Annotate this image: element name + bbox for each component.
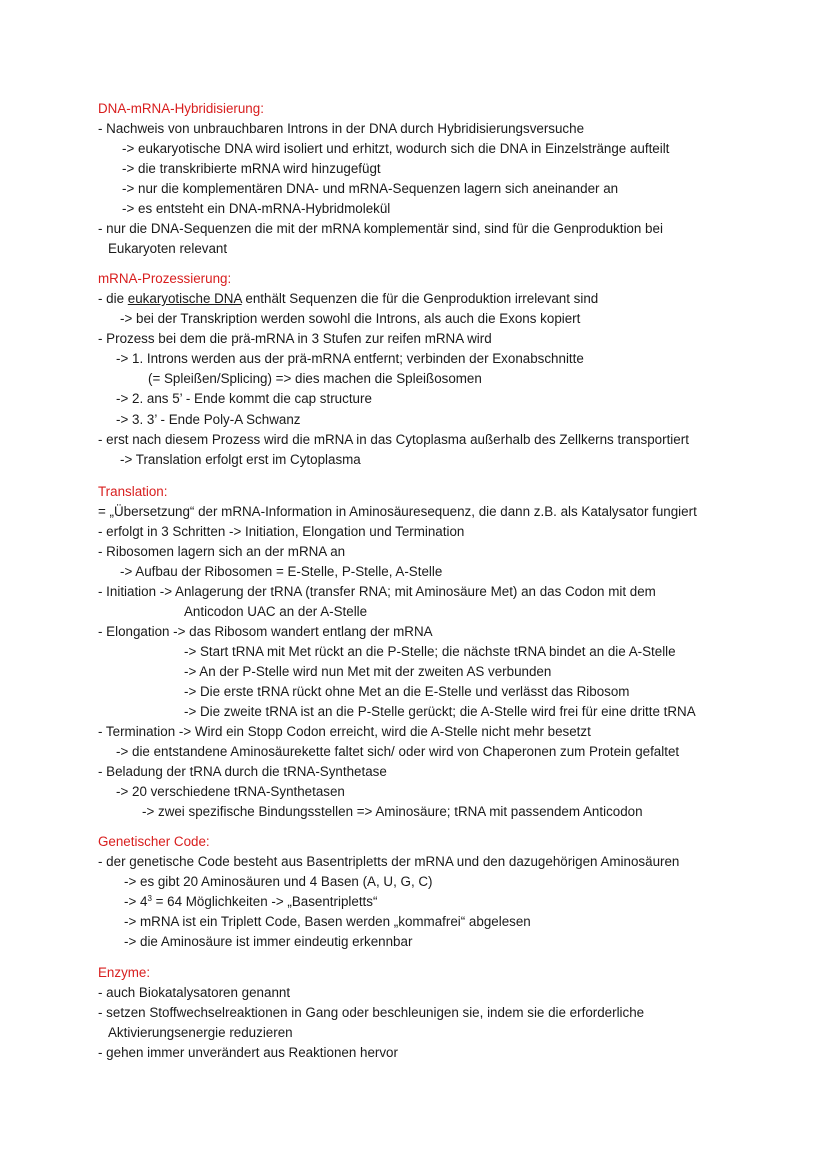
text-line: -> Translation erfolgt erst im Cytoplasma [120,452,361,467]
text-line: - erfolgt in 3 Schritten -> Initiation, Elongation und Termination [98,524,465,539]
text-line: -> 20 verschiedene tRNA-Synthetasen [116,784,345,799]
text-line: - Termination -> Wird ein Stopp Codon erreicht, wird die A-Stelle nicht mehr besetzt [98,724,591,739]
text-line: - auch Biokatalysatoren genannt [98,985,291,1000]
text-line: - Beladung der tRNA durch die tRNA-Synthetase [98,764,387,779]
text-line: -> mRNA ist ein Triplett Code, Basen werden „kommafrei“ abgelesen [124,914,531,929]
text-line: -> nur die komplementären DNA- und mRNA-Sequenzen lagern sich aneinander an [122,181,619,196]
text-line: -> die Aminosäure ist immer eindeutig erkennbar [124,934,413,949]
heading-enzymes: Enzyme: [98,965,151,980]
text-line: -> Die erste tRNA rückt ohne Met an die E-Stelle und verlässt das Ribosom [184,684,630,699]
heading-hybridization: DNA-mRNA-Hybridisierung: [98,101,264,116]
text-line: -> die entstandene Aminosäurekette faltet sich/ oder wird von Chaperonen zum Protein gefaltet [116,744,680,759]
text-line: - der genetische Code besteht aus Basentripletts der mRNA und den dazugehörigen Aminosäuren [98,854,680,869]
text-line: - setzen Stoffwechselreaktionen in Gang oder beschleunigen sie, indem sie die erforderliche [98,1005,645,1020]
heading-genetic-code: Genetischer Code: [98,834,210,849]
text-line: - nur die DNA-Sequenzen die mit der mRNA komplementär sind, sind für die Genproduktion bei [98,221,663,236]
text-line: -> Aufbau der Ribosomen = E-Stelle, P-Stelle, A-Stelle [120,564,443,579]
superscript-exponent: 3 [147,894,152,903]
text-line: -> 1. Introns werden aus der prä-mRNA entfernt; verbinden der Exonabschnitte [116,351,584,366]
text-line: - erst nach diesem Prozess wird die mRNA in das Cytoplasma außerhalb des Zellkerns transportiert [98,432,689,447]
text-fragment: - die [98,291,128,306]
text-line: Aktivierungsenergie reduzieren [108,1025,293,1040]
text-fragment: = 64 Möglichkeiten -> „Basentripletts“ [151,894,378,909]
text-line: -> es entsteht ein DNA-mRNA-Hybridmolekül [122,201,391,216]
underlined-term: eukaryotische DNA [127,291,242,306]
text-line: - Elongation -> das Ribosom wandert entlang der mRNA [98,624,433,639]
text-line: - Prozess bei dem die prä-mRNA in 3 Stufen zur reifen mRNA wird [98,331,492,346]
text-line: (= Spleißen/Splicing) => dies machen die Spleißosomen [148,371,482,386]
heading-processing: mRNA-Prozessierung: [98,271,232,286]
text-line-superscript [124,894,377,909]
text-fragment: -> 4 [124,894,148,909]
text-line: -> 2. ans 5’ - Ende kommt die cap structure [116,391,372,406]
text-line: Eukaryoten relevant [108,241,228,256]
text-line: Anticodon UAC an der A-Stelle [184,604,368,619]
text-line-underlined [98,291,598,306]
text-line: -> An der P-Stelle wird nun Met mit der zweiten AS verbunden [184,664,552,679]
heading-translation: Translation: [98,484,168,499]
text-line: -> eukaryotische DNA wird isoliert und erhitzt, wodurch sich die DNA in Einzelstränge aufteilt [122,141,670,156]
text-line: - Initiation -> Anlagerung der tRNA (transfer RNA; mit Aminosäure Met) an das Codon mit dem [98,584,656,599]
text-line: -> bei der Transkription werden sowohl die Introns, als auch die Exons kopiert [120,311,581,326]
text-line: -> es gibt 20 Aminosäuren und 4 Basen (A, U, G, C) [124,874,433,889]
text-line: - Nachweis von unbrauchbaren Introns in der DNA durch Hybridisierungsversuche [98,121,585,136]
text-line: -> die transkribierte mRNA wird hinzugefügt [122,161,381,176]
text-line: -> zwei spezifische Bindungsstellen => Aminosäure; tRNA mit passendem Anticodon [142,804,643,819]
text-line: = „Übersetzung“ der mRNA-Information in Aminosäuresequenz, die dann z.B. als Katalysator fungiert [98,504,697,519]
text-line: - gehen immer unverändert aus Reaktionen hervor [98,1045,398,1060]
text-line: - Ribosomen lagern sich an der mRNA an [98,544,346,559]
text-fragment: enthält Sequenzen die für die Genproduktion irrelevant sind [241,291,599,306]
text-line: -> Die zweite tRNA ist an die P-Stelle gerückt; die A-Stelle wird frei für eine dritte tRNA [184,704,696,719]
text-line: -> Start tRNA mit Met rückt an die P-Stelle; die nächste tRNA bindet an die A-Stelle [184,644,676,659]
text-line: -> 3. 3’ - Ende Poly-A Schwanz [116,412,301,427]
